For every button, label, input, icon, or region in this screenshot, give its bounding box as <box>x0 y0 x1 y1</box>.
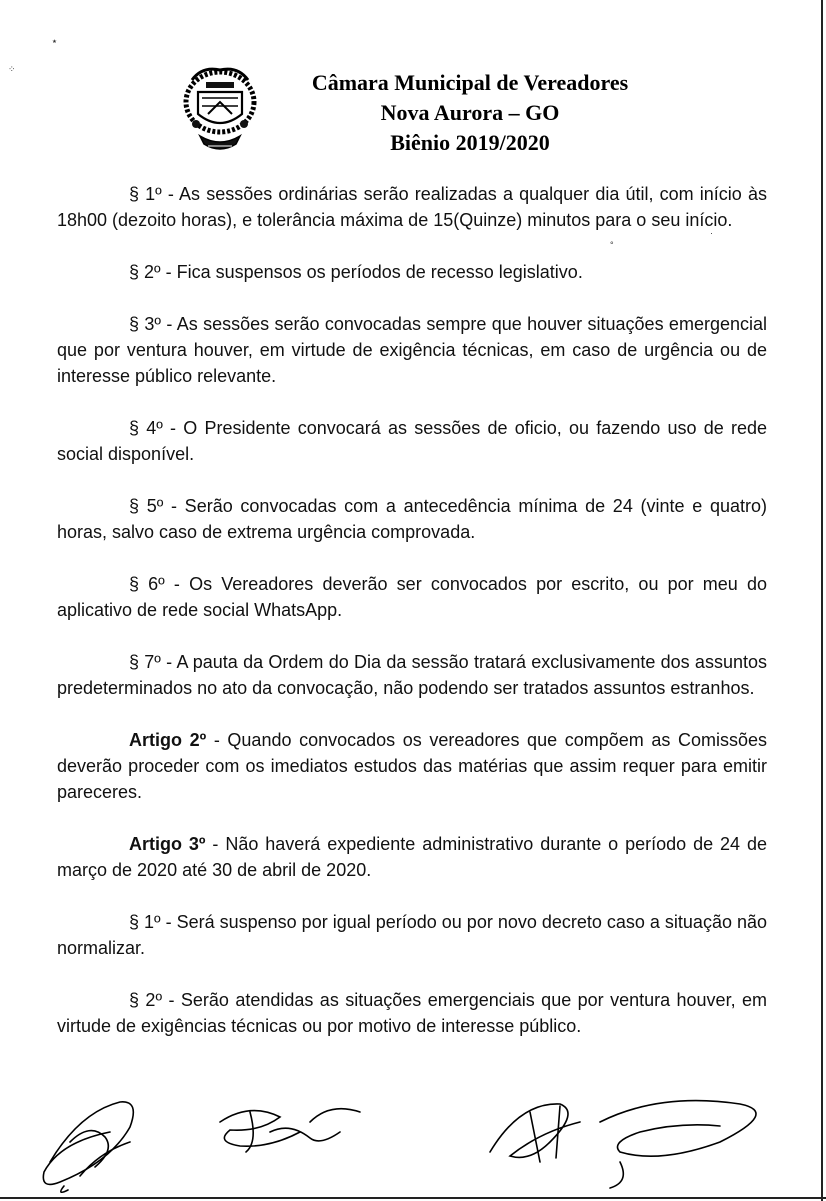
paragraph-text: - Fica suspensos os períodos de recesso legislativo. <box>160 262 583 282</box>
paragraph <box>57 493 767 545</box>
scan-speck: ° <box>610 240 614 250</box>
scan-speck: ⁘ <box>8 64 16 74</box>
paragraph-text: - Não haverá expediente administrativo durante o período de 24 de março de 2020 até 30 de abril de 2020. <box>57 834 767 880</box>
paragraph-label: § 2º <box>129 990 163 1010</box>
paragraph-text: - As sessões serão convocadas sempre que houver situações emergencial que por ventura houver, em virtude de exigência técnicas, em caso de urgência ou de interesse público relevante. <box>57 314 767 386</box>
paragraph-text: - Serão atendidas as situações emergenciais que por ventura houver, em virtude de exigências técnicas ou por motivo de interesse público. <box>57 990 767 1036</box>
paragraph-text: - Os Vereadores deverão ser convocados por escrito, ou por meu do aplicativo de rede social WhatsApp. <box>57 574 767 620</box>
paragraph <box>57 649 767 701</box>
paragraph-label: § 1º <box>129 184 162 204</box>
paragraph-label: § 4º <box>129 418 163 438</box>
paragraph-text: - As sessões ordinárias serão realizadas a qualquer dia útil, com início às 18h00 (dezoito horas), e tolerância máxima de 15(Quinze) minutos para o seu início. <box>57 184 767 230</box>
paragraph-label: § 6º <box>129 574 165 594</box>
header-term: Biênio 2019/2020 <box>390 130 550 155</box>
paragraph <box>57 727 767 805</box>
paragraph-text: - A pauta da Ordem do Dia da sessão tratará exclusivamente dos assuntos predeterminados no ato da convocação, não podendo ser tratados assuntos estranhos. <box>57 652 767 698</box>
paragraph-text: - O Presidente convocará as sessões de oficio, ou fazendo uso de rede social disponível. <box>57 418 767 464</box>
paragraph-text: - Quando convocados os vereadores que compõem as Comissões deverão proceder com os imediatos estudos das matérias que assim requer para emitir pareceres. <box>57 730 767 802</box>
paragraph-label: Artigo 3º <box>129 834 206 854</box>
paragraph-text: - Serão convocadas com a antecedência mínima de 24 (vinte e quatro) horas, salvo caso de extrema urgência comprovada. <box>57 496 767 542</box>
paragraph <box>57 181 767 233</box>
scan-speck: · <box>710 228 713 238</box>
page-border-right <box>821 0 823 1201</box>
paragraph <box>57 909 767 961</box>
header-city: Nova Aurora – GO <box>380 100 560 125</box>
paragraph-label: § 1º <box>129 912 161 932</box>
header-institution: Câmara Municipal de Vereadores <box>311 70 629 95</box>
paragraph-text: - Será suspenso por igual período ou por novo decreto caso a situação não normalizar. <box>57 912 768 958</box>
paragraph-label: § 3º <box>129 314 161 334</box>
paragraph <box>57 831 767 883</box>
signature-3 <box>490 1101 756 1188</box>
signature-1 <box>43 1102 133 1192</box>
signatures-area <box>20 1082 800 1198</box>
paragraph <box>57 311 767 389</box>
signature-2 <box>220 1109 360 1152</box>
paragraph-label: § 5º <box>129 496 164 516</box>
paragraph-label: Artigo 2º <box>129 730 207 750</box>
scan-speck: ٭ <box>52 36 57 46</box>
document-body <box>57 181 767 1065</box>
municipal-coat-of-arms <box>178 62 262 162</box>
paragraph-label: § 7º <box>129 652 161 672</box>
document-header <box>270 68 670 158</box>
paragraph-label: § 2º <box>129 262 161 282</box>
paragraph <box>57 259 767 285</box>
paragraph <box>57 415 767 467</box>
paragraph <box>57 571 767 623</box>
paragraph <box>57 987 767 1039</box>
